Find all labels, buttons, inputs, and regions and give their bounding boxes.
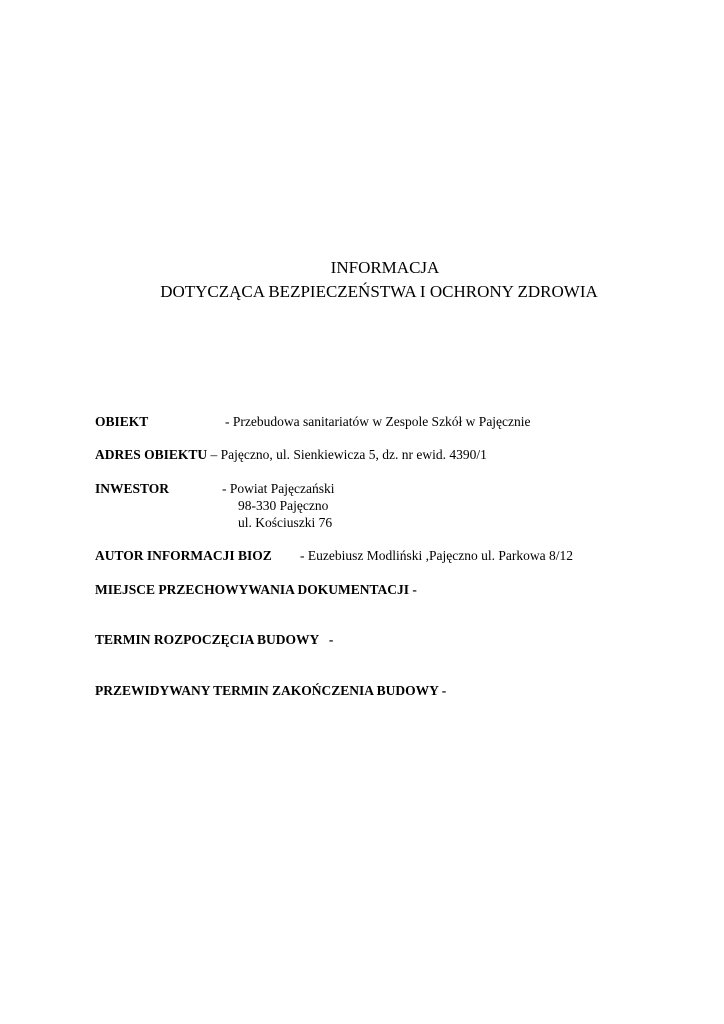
field-inwestor-value-line3: ul. Kościuszki 76 — [238, 515, 333, 530]
field-inwestor-label: INWESTOR — [95, 481, 170, 496]
field-termin-rozpoczecia-label: TERMIN ROZPOCZĘCIA BUDOWY - — [95, 632, 334, 647]
field-termin-zakonczenia — [95, 682, 446, 700]
field-inwestor-value-line1: - Powiat Pajęczański — [222, 481, 335, 496]
field-obiekt-value: - Przebudowa sanitariatów w Zespole Szkół w Pajęcznie — [225, 414, 531, 429]
field-termin-zakonczenia-label: PRZEWIDYWANY TERMIN ZAKOŃCZENIA BUDOWY - — [95, 683, 447, 698]
document-title — [0, 256, 724, 304]
field-adres-value: – Pajęczno, ul. Sienkiewicza 5, dz. nr ewid. 4390/1 — [210, 447, 487, 462]
field-inwestor-value-line2: 98-330 Pajęczno — [238, 498, 329, 513]
field-miejsce-label: MIEJSCE PRZECHOWYWANIA DOKUMENTACJI - — [95, 582, 417, 597]
field-miejsce — [95, 581, 417, 599]
title-line-1: INFORMACJA — [330, 258, 440, 277]
field-adres — [95, 446, 487, 464]
field-obiekt — [95, 413, 531, 431]
field-obiekt-label: OBIEKT — [95, 414, 149, 429]
field-inwestor — [95, 480, 335, 498]
title-line-2: DOTYCZĄCA BEZPIECZEŃSTWA I OCHRONY ZDROWIA — [160, 282, 598, 301]
field-adres-label: ADRES OBIEKTU — [95, 447, 208, 462]
field-termin-rozpoczecia — [95, 631, 333, 649]
field-autor-label: AUTOR INFORMACJI BIOZ — [95, 548, 272, 563]
field-autor-value: - Euzebiusz Modliński ,Pajęczno ul. Parkowa 8/12 — [300, 548, 573, 563]
field-autor — [95, 547, 573, 565]
